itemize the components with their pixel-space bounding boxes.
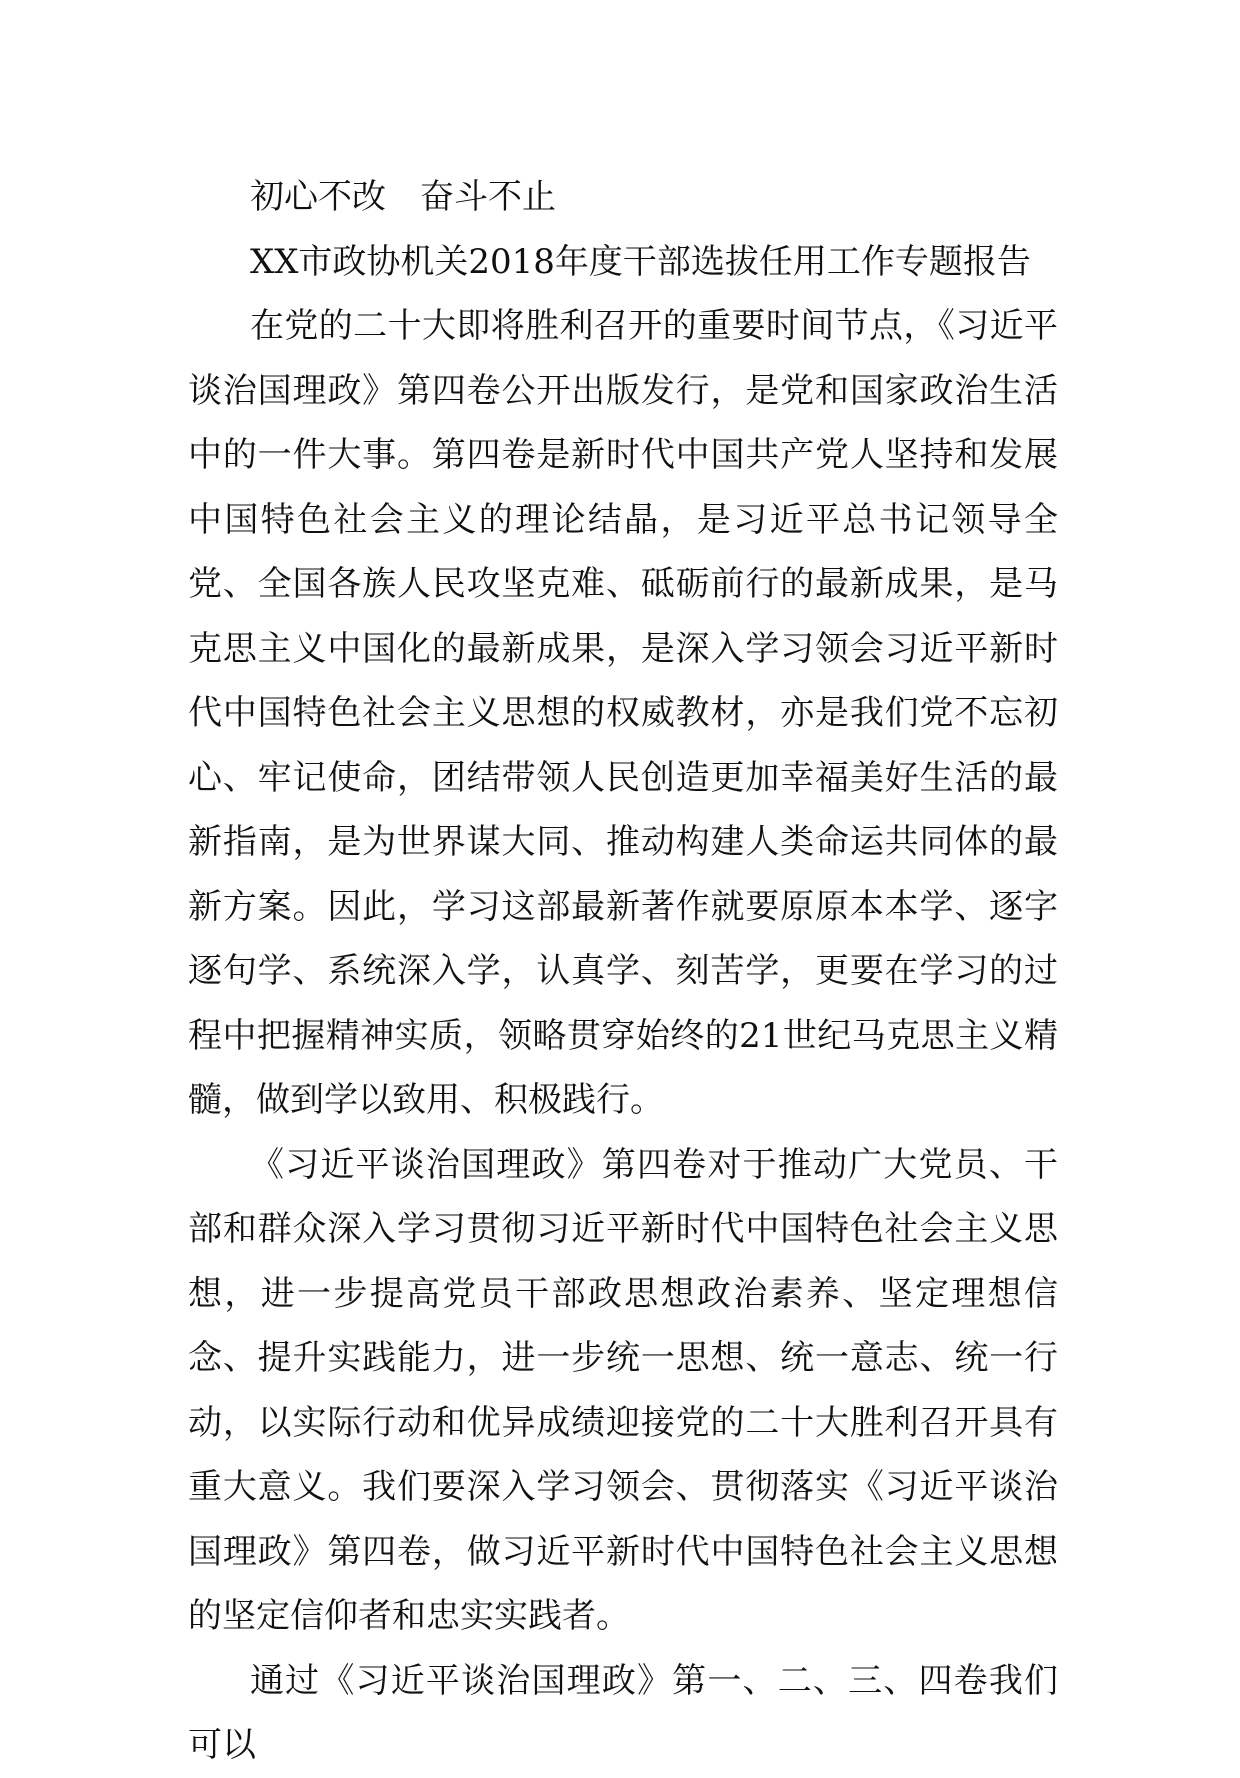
document-subtitle: XX市政协机关2018年度干部选拔任用工作专题报告 [250, 241, 1031, 282]
paragraph-2: 《习近平谈治国理政》第四卷对于推动广大党员、干部和群众深入学习贯彻习近平新时代中国特色社会主义思想，进一步提高党员干部政思想政治素养、坚定理想信念、提升实践能力，进一步统一思想、统一意志、统一行动，以实际行动和优异成绩迎接党的二十大胜利召开具有重大意义。我们要深入学习领会、贯彻落实《习近平谈治国理政》第四卷，做习近平新时代中国特色社会主义思想的坚定信仰者和忠实实践者。 [188, 1144, 1058, 1636]
paragraph-1: 在党的二十大即将胜利召开的重要时间节点，《习近平谈治国理政》第四卷公开出版发行，是党和国家政治生活中的一件大事。第四卷是新时代中国共产党人坚持和发展中国特色社会主义的理论结晶，是习近平总书记领导全党、全国各族人民攻坚克难、砥砺前行的最新成果，是马克思主义中国化的最新成果，是深入学习领会习近平新时代中国特色社会主义思想的权威教材，亦是我们党不忘初心、牢记使命，团结带领人民创造更加幸福美好生活的最新指南，是为世界谋大同、推动构建人类命运共同体的最新方案。因此，学习这部最新著作就要原原本本学、逐字逐句学、系统深入学，认真学、刻苦学，更要在学习的过程中把握精神实质，领略贯穿始终的21世纪马克思主义精髓，做到学以致用、积极践行。 [188, 306, 1058, 1120]
paragraph-3: 通过《习近平谈治国理政》第一、二、三、四卷我们可以 [188, 1660, 1058, 1765]
document-body [188, 165, 1058, 1778]
document-title: 初心不改 奋斗不止 [250, 177, 556, 217]
